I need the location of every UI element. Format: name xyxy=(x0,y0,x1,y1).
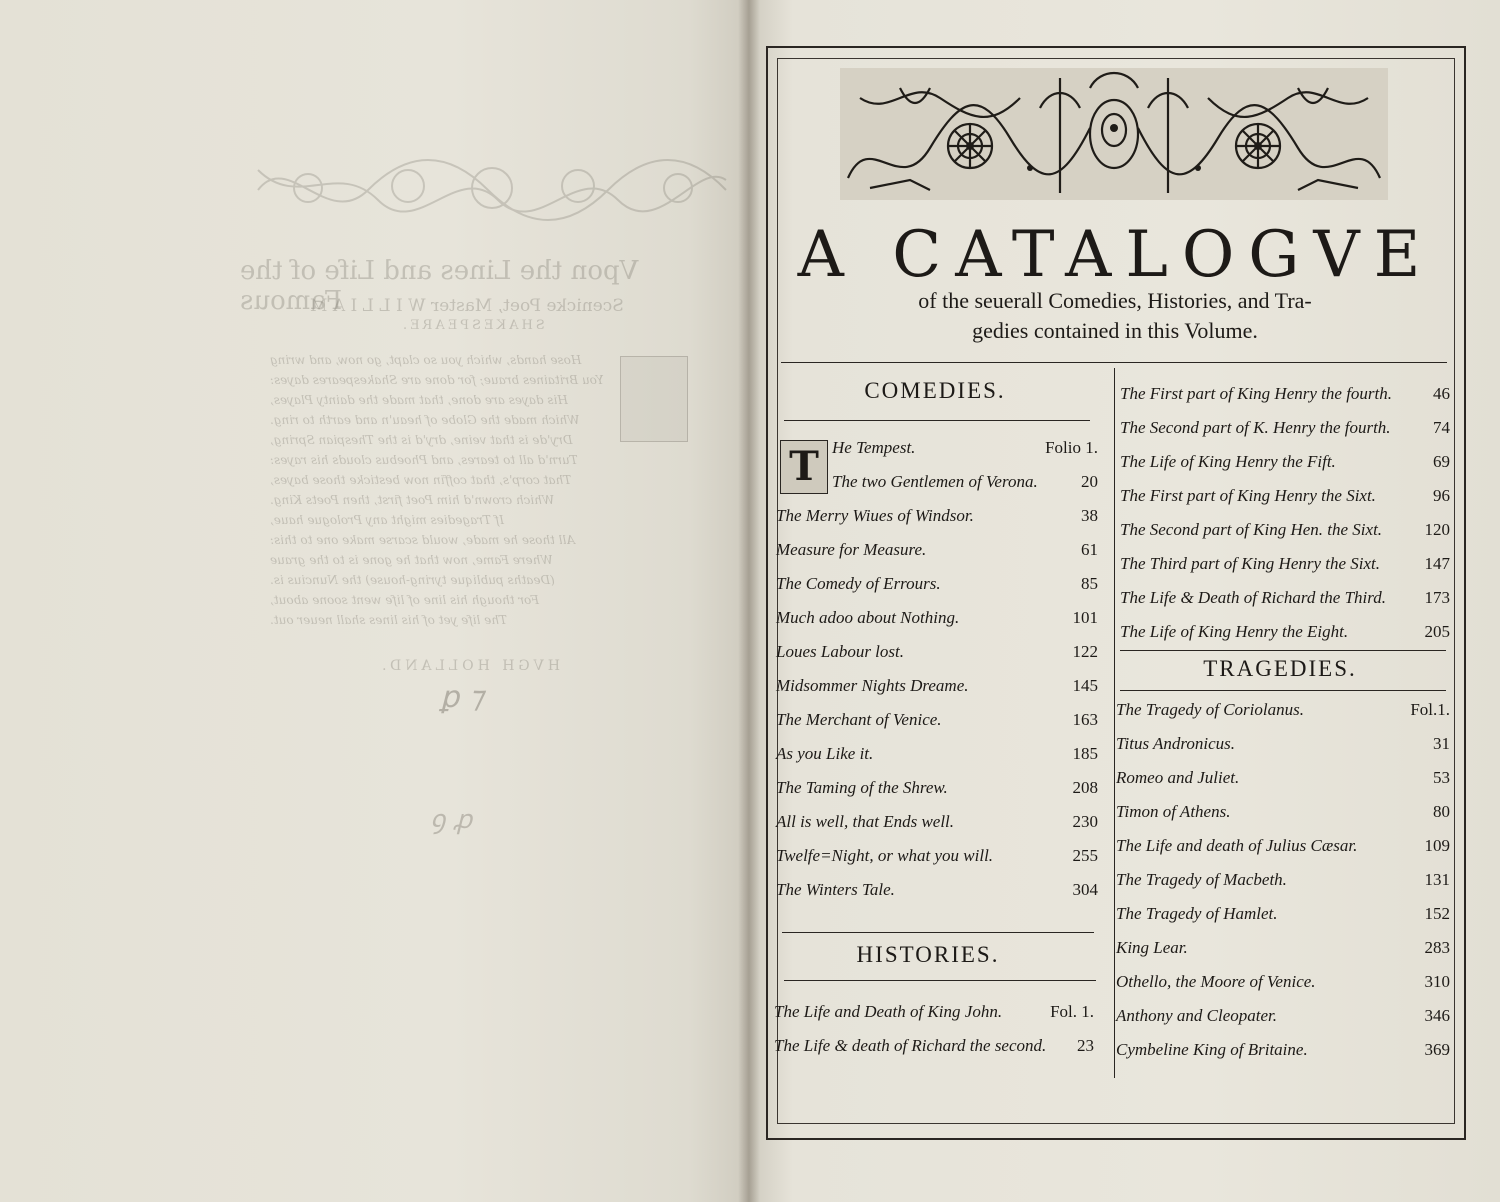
bleed-line: His dayes are done, that made the dainty Playes, xyxy=(270,393,568,407)
play-title: Twelfe=Night, or what you will. xyxy=(776,846,994,865)
play-title: King Lear. xyxy=(1116,938,1188,957)
play-title: The Merchant of Venice. xyxy=(776,710,942,729)
list-item xyxy=(1120,548,1450,582)
list-item xyxy=(1120,514,1450,548)
play-title: The Tragedy of Coriolanus. xyxy=(1116,700,1304,719)
bleed-line: Where Fame, now that he gone is to the graue xyxy=(270,553,553,567)
header-rule xyxy=(781,362,1447,363)
list-item xyxy=(1116,864,1450,898)
list-item xyxy=(776,602,1098,636)
list-item xyxy=(1120,582,1450,616)
play-title: The Second part of K. Henry the fourth. xyxy=(1120,418,1391,437)
play-title: Titus Andronicus. xyxy=(1116,734,1236,753)
tragedies-heading: TRAGEDIES. xyxy=(1203,656,1357,681)
folio-number: 80 xyxy=(1433,802,1450,821)
play-title: Much adoo about Nothing. xyxy=(776,608,960,627)
folio-number: 369 xyxy=(1424,1040,1450,1059)
play-title: Romeo and Juliet. xyxy=(1116,768,1240,787)
play-title: Timon of Athens. xyxy=(1116,802,1231,821)
pencil-annotation-mark-2: ꝯ ꝓ xyxy=(430,805,473,835)
folio-number: 346 xyxy=(1424,1006,1450,1025)
histories-top-rule xyxy=(782,932,1094,933)
list-item xyxy=(1120,480,1450,514)
catalogue-subtitle xyxy=(810,286,1420,346)
list-item xyxy=(1120,412,1450,446)
play-title: The Second part of King Hen. the Sixt. xyxy=(1120,520,1383,539)
play-title: Cymbeline King of Britaine. xyxy=(1116,1040,1308,1059)
play-title: The Life & death of Richard the second. xyxy=(774,1036,1047,1055)
list-item xyxy=(776,874,1098,908)
bleed-verse xyxy=(270,350,690,630)
play-title: Measure for Measure. xyxy=(776,540,927,559)
folio-number: 96 xyxy=(1433,486,1450,505)
bleed-line: If Tragedies might any Prologue haue, xyxy=(270,513,504,527)
play-title: He Tempest. xyxy=(832,438,916,457)
list-item xyxy=(776,670,1098,704)
folio-number: 109 xyxy=(1424,836,1450,855)
bleed-line: Turn'd all to teares, and Phoebus clouds his rayes: xyxy=(270,453,578,467)
folio-number: 131 xyxy=(1424,870,1450,889)
play-title: Anthony and Cleopater. xyxy=(1116,1006,1278,1025)
folio-number: Folio 1. xyxy=(1045,438,1098,457)
list-item xyxy=(776,636,1098,670)
folio-number: 145 xyxy=(1072,676,1098,695)
list-item xyxy=(1120,378,1450,412)
comedies-heading: COMEDIES. xyxy=(864,378,1006,403)
list-item xyxy=(1120,446,1450,480)
comedies-list xyxy=(776,432,1098,908)
folio-number: 304 xyxy=(1072,880,1098,899)
folio-number: Fol.1. xyxy=(1410,700,1450,719)
book-gutter xyxy=(738,0,760,1202)
list-item xyxy=(1116,830,1450,864)
play-title: The Comedy of Errours. xyxy=(776,574,941,593)
histories-list-right xyxy=(1120,378,1450,650)
play-title: The Life and death of Julius Cæsar. xyxy=(1116,836,1358,855)
play-title: As you Like it. xyxy=(776,744,874,763)
folio-number: 101 xyxy=(1072,608,1098,627)
list-item xyxy=(1116,728,1450,762)
tragedies-top-rule xyxy=(1120,650,1446,651)
bleed-title: Vpon the Lines and Life of the Famous xyxy=(240,256,639,316)
list-item xyxy=(774,996,1094,1030)
bleed-line: Hose hands, which you so clapt, go now, and wring xyxy=(270,353,582,367)
folio-number: 61 xyxy=(1081,540,1098,559)
column-divider xyxy=(1114,368,1115,1078)
list-item xyxy=(776,738,1098,772)
bleed-line: Which crown'd him Poet first, then Poets King. xyxy=(270,493,555,507)
list-item xyxy=(776,840,1098,874)
play-title: The First part of King Henry the Sixt. xyxy=(1120,486,1376,505)
list-item xyxy=(776,772,1098,806)
folio-number: 230 xyxy=(1072,812,1098,831)
list-item xyxy=(1116,1000,1450,1034)
play-title: All is well, that Ends well. xyxy=(776,812,955,831)
play-title: Othello, the Moore of Venice. xyxy=(1116,972,1316,991)
list-item xyxy=(776,806,1098,840)
list-item xyxy=(776,500,1098,534)
list-item xyxy=(1116,1034,1450,1068)
bleed-subtitle-2: SHAKESPEARE. xyxy=(400,318,545,333)
play-title: The Life and Death of King John. xyxy=(774,1002,1003,1021)
folio-number: 185 xyxy=(1072,744,1098,763)
play-title: The Life & Death of Richard the Third. xyxy=(1120,588,1387,607)
play-title: The Life of King Henry the Fift. xyxy=(1120,452,1336,471)
play-title: The Taming of the Shrew. xyxy=(776,778,948,797)
folio-number: Fol. 1. xyxy=(1050,1002,1094,1021)
folio-number: 152 xyxy=(1424,904,1450,923)
list-item xyxy=(1116,898,1450,932)
tragedies-rule xyxy=(1120,690,1446,691)
folio-number: 283 xyxy=(1424,938,1450,957)
folio-number: 69 xyxy=(1433,452,1450,471)
list-item xyxy=(1116,796,1450,830)
folio-number: 173 xyxy=(1424,588,1450,607)
folio-number: 163 xyxy=(1072,710,1098,729)
bleed-line: Which made the Globe of heau'n and earth to ring. xyxy=(270,413,580,427)
folio-number: 31 xyxy=(1433,734,1450,753)
play-title: Loues Labour lost. xyxy=(776,642,904,661)
bleed-line: You Britaines braue; for done are Shakespeares dayes: xyxy=(270,373,604,387)
folio-number: 120 xyxy=(1424,520,1450,539)
tragedies-list xyxy=(1116,694,1450,1068)
bleed-subtitle: Scenicke Poet, Master W I L L I A M xyxy=(310,296,624,316)
folio-number: 205 xyxy=(1424,622,1450,641)
list-item xyxy=(1116,932,1450,966)
list-item xyxy=(1120,616,1450,650)
play-title: The two Gentlemen of Verona. xyxy=(832,472,1038,491)
comedies-rule xyxy=(784,420,1090,421)
play-title: The First part of King Henry the fourth. xyxy=(1120,384,1392,403)
folio-number: 23 xyxy=(1077,1036,1094,1055)
catalogue-title: A CATALOGVE xyxy=(797,218,1435,292)
pencil-annotation-mark: ꝑ ⁊ xyxy=(440,680,484,715)
histories-rule xyxy=(784,980,1096,981)
list-item xyxy=(776,534,1098,568)
bleed-line: That corp's, that coffin now besticke those bayes, xyxy=(270,473,572,487)
folio-number: 310 xyxy=(1424,972,1450,991)
bleed-through-ornament xyxy=(248,140,736,235)
histories-list-left xyxy=(774,996,1094,1064)
play-title: The Third part of King Henry the Sixt. xyxy=(1120,554,1381,573)
subtitle-line-1: of the seuerall Comedies, Histories, and Tra- xyxy=(918,288,1312,313)
play-title: The Life of King Henry the Eight. xyxy=(1120,622,1349,641)
bleed-line: For though his line of life went soone about, xyxy=(270,593,539,607)
folio-number: 255 xyxy=(1072,846,1098,865)
woodcut-headpiece-ornament xyxy=(840,68,1388,200)
list-item xyxy=(776,466,1098,500)
list-item xyxy=(776,568,1098,602)
folio-number: 53 xyxy=(1433,768,1450,787)
bleed-signature: HVGH HOLLAND. xyxy=(378,658,560,674)
play-title: The Merry Wiues of Windsor. xyxy=(776,506,974,525)
list-item xyxy=(774,1030,1094,1064)
list-item xyxy=(1116,966,1450,1000)
bleed-line: (Deaths publique tyring-house) the Nuncius is. xyxy=(270,573,555,587)
list-item xyxy=(776,704,1098,738)
bleed-line: Dry'de is that veine, dry'd is the Thespian Spring, xyxy=(270,433,573,447)
play-title: The Tragedy of Macbeth. xyxy=(1116,870,1287,889)
folio-number: 74 xyxy=(1433,418,1450,437)
dropcap-letter: T xyxy=(780,440,828,494)
bleed-line: The life yet of his lines shall neuer out. xyxy=(270,613,508,627)
bleed-line: All those he made, would scarse make one to this: xyxy=(270,533,576,547)
folio-number: 46 xyxy=(1433,384,1450,403)
folio-number: 85 xyxy=(1081,574,1098,593)
folio-number: 20 xyxy=(1081,472,1098,491)
folio-number: 147 xyxy=(1424,554,1450,573)
list-item xyxy=(1116,762,1450,796)
folio-number: 208 xyxy=(1072,778,1098,797)
histories-heading: HISTORIES. xyxy=(856,942,1000,967)
folio-number: 38 xyxy=(1081,506,1098,525)
list-item xyxy=(776,432,1098,466)
list-item xyxy=(1116,694,1450,728)
play-title: The Tragedy of Hamlet. xyxy=(1116,904,1278,923)
play-title: The Winters Tale. xyxy=(776,880,895,899)
play-title: Midsommer Nights Dreame. xyxy=(776,676,969,695)
subtitle-line-2: gedies contained in this Volume. xyxy=(972,318,1258,343)
folio-number: 122 xyxy=(1072,642,1098,661)
